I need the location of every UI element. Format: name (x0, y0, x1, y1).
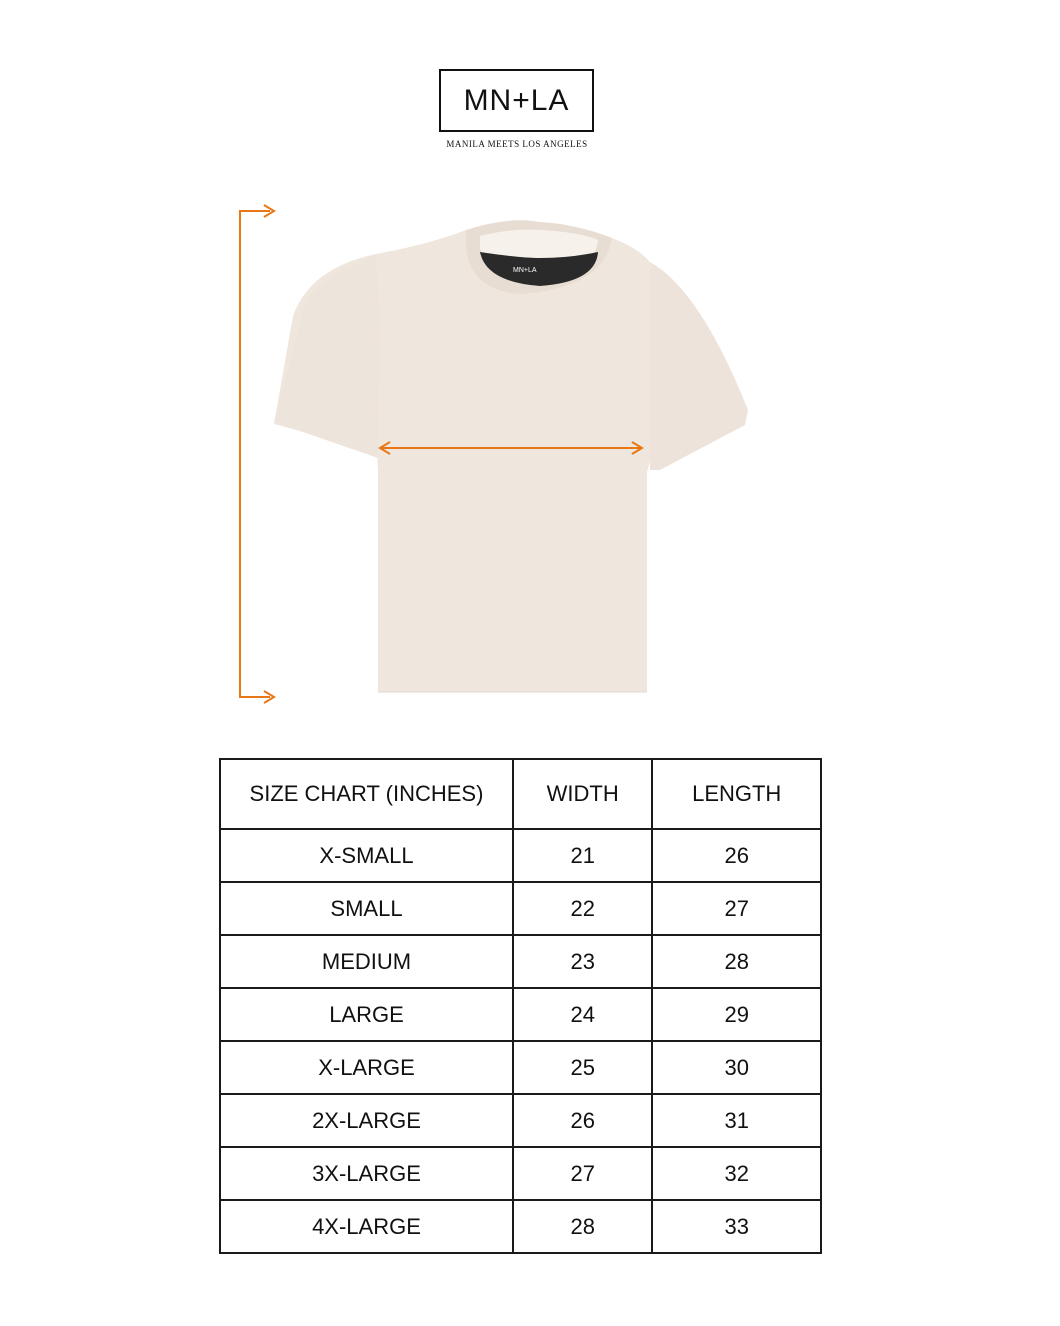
length-cell: 27 (652, 882, 821, 935)
length-cell: 29 (652, 988, 821, 1041)
logo-text: MN+LA (463, 83, 570, 117)
width-cell: 22 (513, 882, 652, 935)
length-cell: 26 (652, 829, 821, 882)
size-chart-table (219, 758, 822, 1254)
table-row (220, 935, 821, 988)
size-cell: LARGE (220, 988, 513, 1041)
width-cell: 26 (513, 1094, 652, 1147)
table-row (220, 1200, 821, 1253)
width-cell: 21 (513, 829, 652, 882)
width-cell: 25 (513, 1041, 652, 1094)
size-cell: SMALL (220, 882, 513, 935)
table-row (220, 988, 821, 1041)
width-cell: 27 (513, 1147, 652, 1200)
table-row (220, 1041, 821, 1094)
size-cell: 2X-LARGE (220, 1094, 513, 1147)
table-row (220, 1094, 821, 1147)
neck-label-text: MN+LA (513, 267, 537, 274)
tshirt-right-sleeve (650, 262, 748, 470)
width-cell: 28 (513, 1200, 652, 1253)
size-cell: MEDIUM (220, 935, 513, 988)
width-column-header: WIDTH (513, 759, 652, 829)
table-row (220, 829, 821, 882)
table-row (220, 882, 821, 935)
length-cell: 28 (652, 935, 821, 988)
size-column-header: SIZE CHART (INCHES) (220, 759, 513, 829)
length-cell: 30 (652, 1041, 821, 1094)
table-row (220, 1147, 821, 1200)
size-chart-header-row (220, 759, 821, 829)
size-cell: 4X-LARGE (220, 1200, 513, 1253)
length-column-header: LENGTH (652, 759, 821, 829)
width-cell: 24 (513, 988, 652, 1041)
size-cell: X-LARGE (220, 1041, 513, 1094)
length-arrow (240, 205, 274, 703)
brand-tagline: MANILA MEETS LOS ANGELES (446, 139, 588, 149)
size-cell: 3X-LARGE (220, 1147, 513, 1200)
length-cell: 31 (652, 1094, 821, 1147)
length-cell: 33 (652, 1200, 821, 1253)
width-cell: 23 (513, 935, 652, 988)
size-cell: X-SMALL (220, 829, 513, 882)
length-cell: 32 (652, 1147, 821, 1200)
